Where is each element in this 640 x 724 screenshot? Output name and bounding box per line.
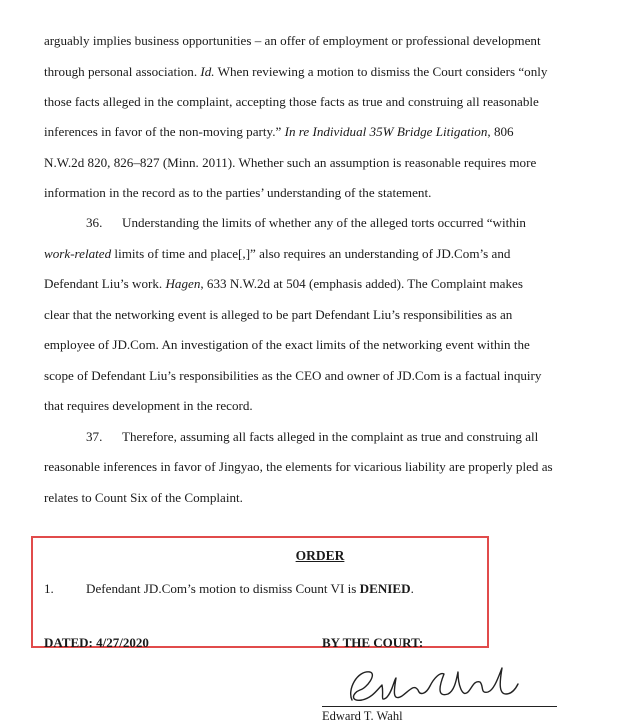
judge-signature-icon bbox=[322, 660, 542, 710]
para-36-line-4: clear that the networking event is alleged to be part Defendant Liu’s responsibilities as an bbox=[44, 307, 513, 322]
judge-name: Edward T. Wahl bbox=[322, 709, 403, 723]
para-36-line-3: Defendant Liu’s work. Hagen, 633 N.W.2d at 504 (emphasis added). The Complaint makes bbox=[44, 276, 523, 291]
body-line-1: arguably implies business opportunities – an offer of employment or professional development bbox=[44, 33, 541, 48]
para-37-line-1: 37. Therefore, assuming all facts alleged in the complaint as true and construing all bbox=[86, 429, 539, 444]
case-citation: In re Individual 35W Bridge Litigation bbox=[284, 124, 488, 139]
para-36-line-5: employee of JD.Com. An investigation of the exact limits of the networking event within the bbox=[44, 337, 530, 352]
para-36-line-6: scope of Defendant Liu’s responsibilities as the CEO and owner of JD.Com is a factual inquiry bbox=[44, 368, 542, 383]
order-title: ORDER bbox=[295, 548, 345, 563]
para-37-number: 37. bbox=[86, 429, 103, 444]
para-37-line-2: reasonable inferences in favor of Jingyao, the elements for vicarious liability are properly pled as bbox=[44, 459, 553, 474]
body-line-3: those facts alleged in the complaint, accepting those facts as true and construing all reasonable bbox=[44, 94, 539, 109]
body-line-6: information in the record as to the parties’ understanding of the statement. bbox=[44, 185, 432, 200]
dated-label: DATED: 4/27/2020 bbox=[44, 635, 149, 650]
para-36-number: 36. bbox=[86, 215, 103, 230]
para-36-line-1: 36. Understanding the limits of whether any of the alleged torts occurred “within bbox=[86, 215, 526, 230]
para-36-line-2: work-related limits of time and place[,]” also requires an understanding of JD.Com’s and bbox=[44, 246, 511, 261]
para-36-line-7: that requires development in the record. bbox=[44, 398, 253, 413]
para-37-line-3: relates to Count Six of the Complaint. bbox=[44, 490, 243, 505]
by-the-court-label: BY THE COURT: bbox=[322, 635, 424, 650]
body-line-4: inferences in favor of the non-moving party.” In re Individual 35W Bridge Litigation, 806 bbox=[44, 124, 514, 139]
body-line-2: through personal association. Id. When reviewing a motion to dismiss the Court considers “only bbox=[44, 64, 548, 79]
order-item-1: 1. Defendant JD.Com’s motion to dismiss Count VI is DENIED. bbox=[44, 581, 414, 596]
citation-id: Id. bbox=[200, 64, 215, 79]
signature-line bbox=[322, 706, 557, 707]
denied-text: DENIED bbox=[359, 581, 411, 596]
body-line-5: N.W.2d 820, 826–827 (Minn. 2011). Whether such an assumption is reasonable requires more bbox=[44, 155, 537, 170]
